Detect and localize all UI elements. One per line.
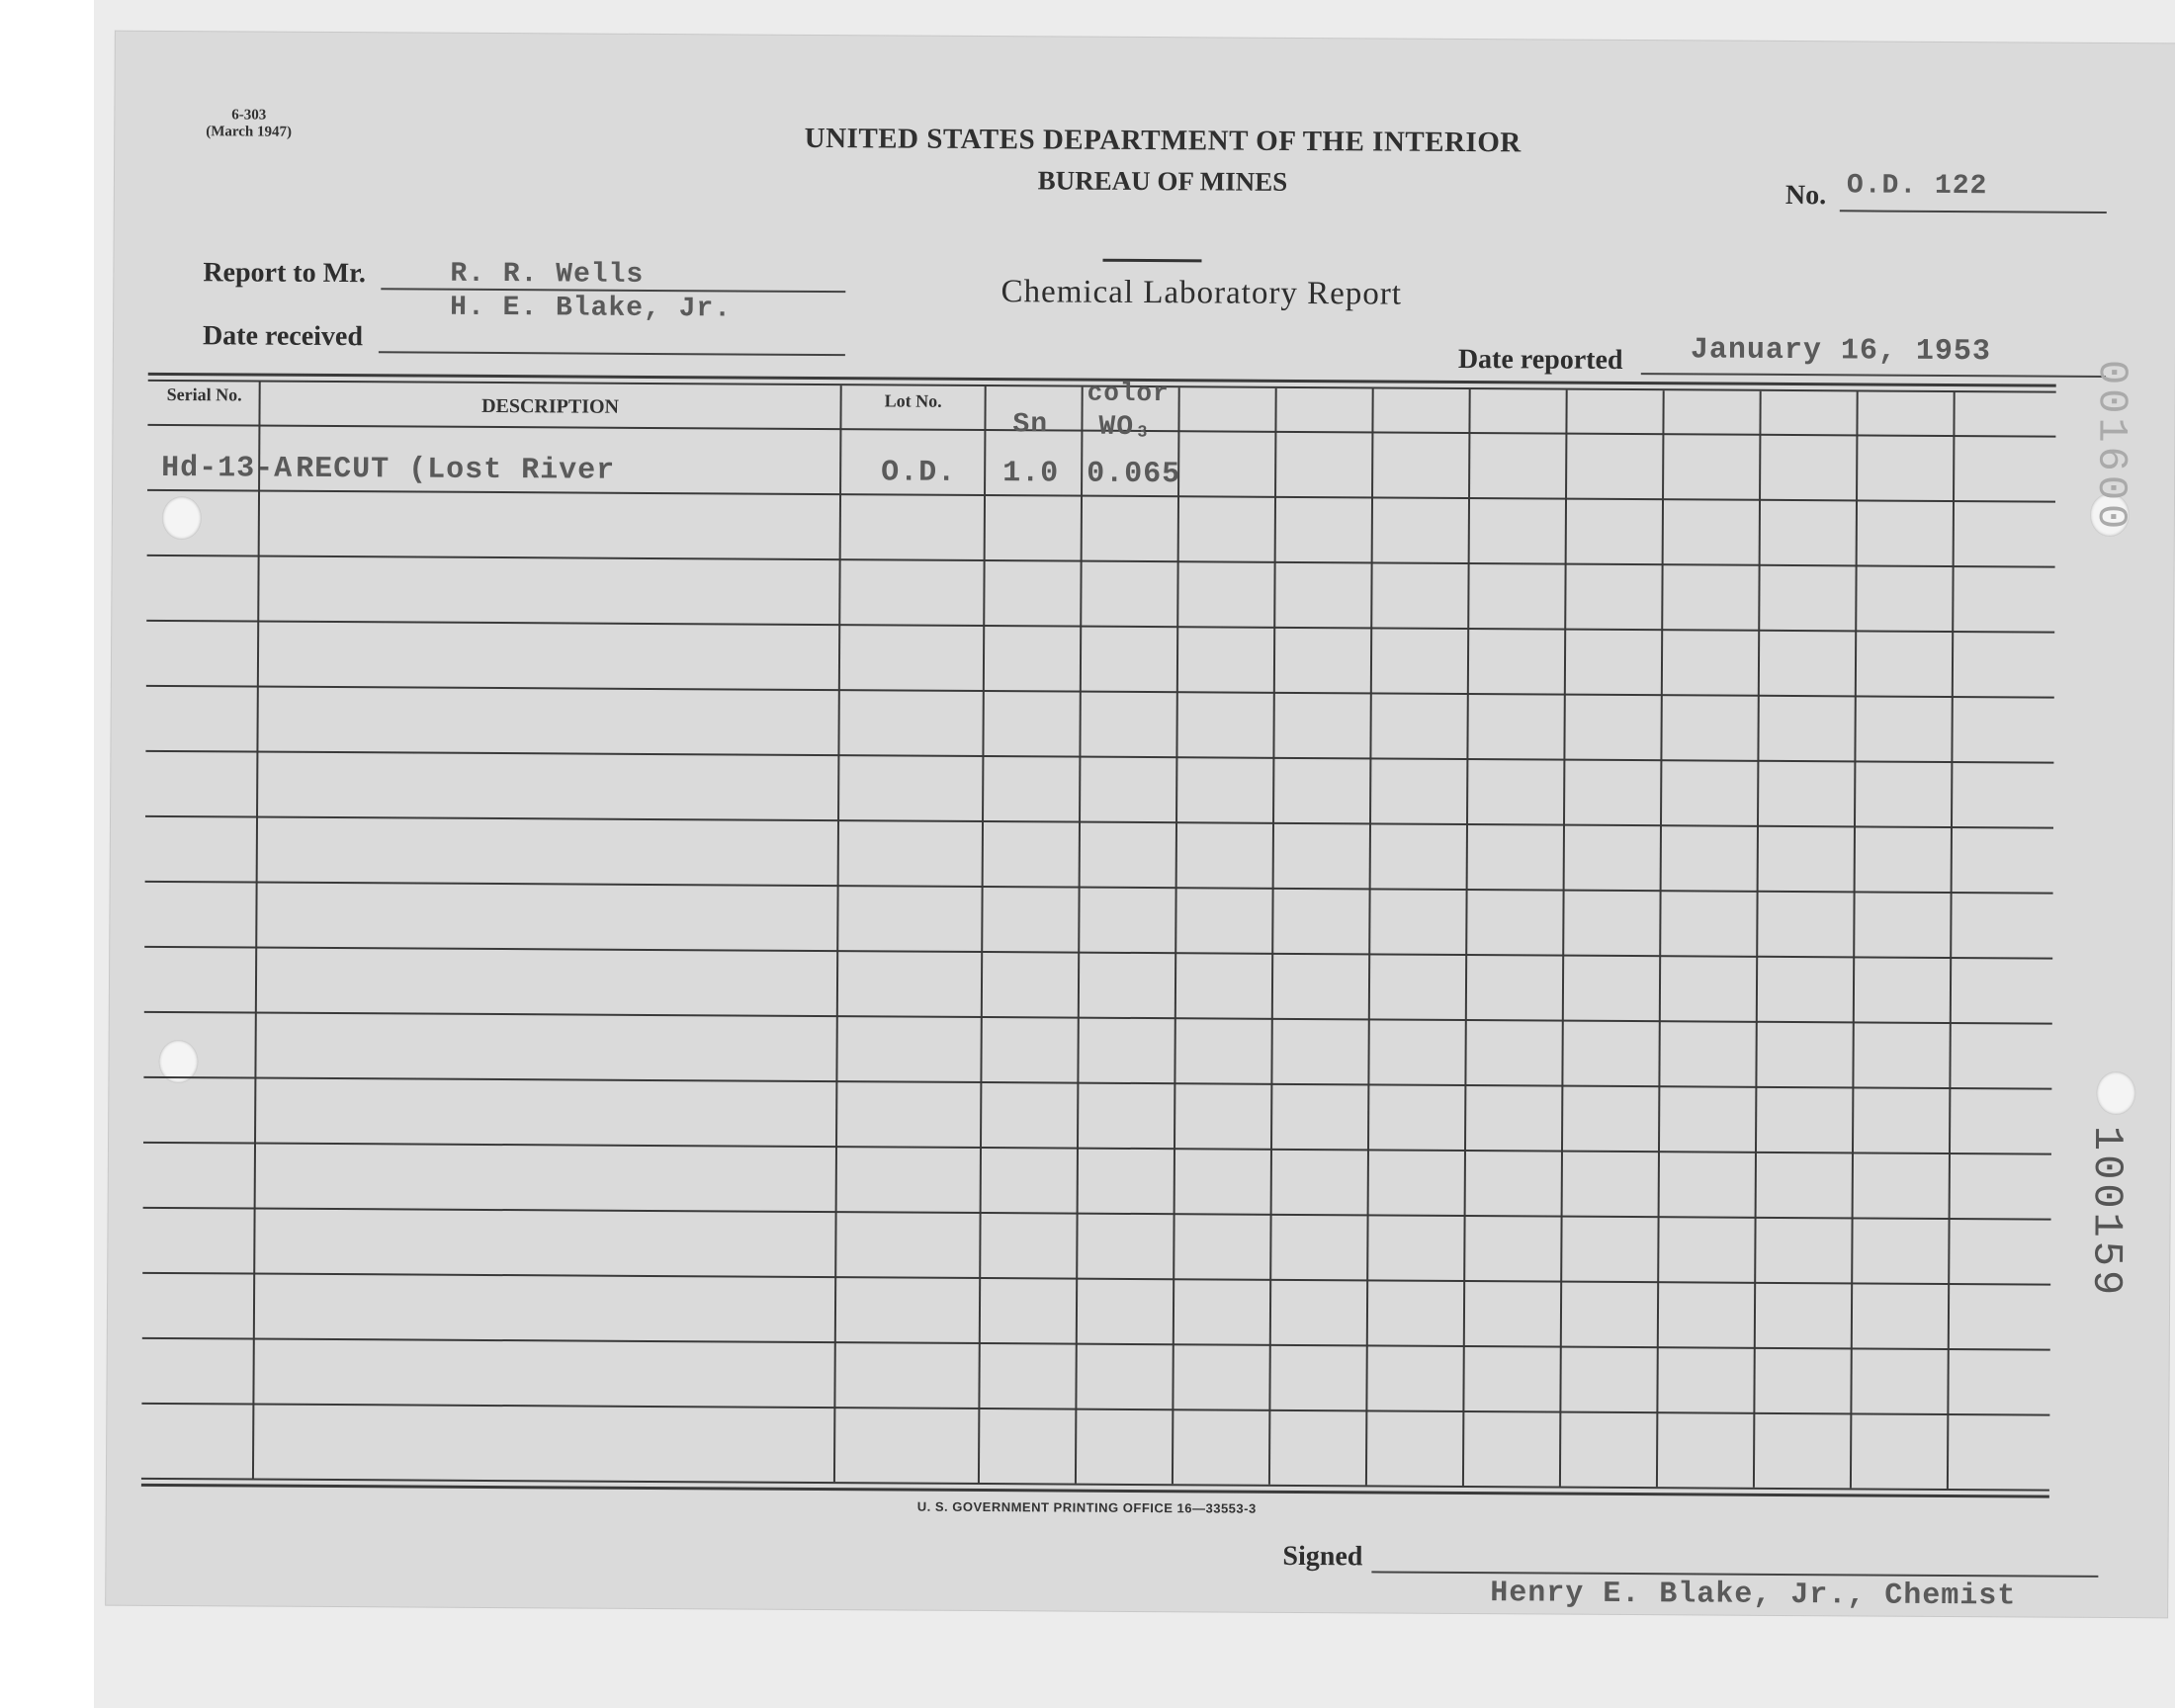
signed-value: Henry E. Blake, Jr., Chemist	[1490, 1577, 2017, 1614]
row-rule	[144, 1011, 2052, 1024]
column-rule	[1365, 388, 1373, 1485]
row-serial: Hd-13-A	[161, 451, 294, 486]
form-date: (March 1947)	[206, 124, 293, 140]
no-label: No.	[1784, 179, 1827, 212]
sn-header: Sn	[1012, 409, 1049, 441]
column-rule	[1559, 390, 1567, 1487]
row-wo3: 0.065	[1087, 457, 1181, 492]
margin-stamp-number: 001600	[2086, 359, 2135, 534]
row-lot: O.D.	[881, 456, 957, 490]
row-rule	[144, 946, 2052, 959]
column-rule	[1268, 388, 1276, 1485]
form-number: 6-303	[231, 107, 267, 124]
punch-hole	[2096, 1071, 2135, 1115]
row-rule	[142, 1337, 2050, 1350]
color-header: color	[1087, 378, 1170, 409]
report-title: Chemical Laboratory Report	[1000, 274, 1403, 312]
printing-office-imprint: U. S. GOVERNMENT PRINTING OFFICE 16—33553-3	[916, 1498, 1257, 1516]
description-header: DESCRIPTION	[481, 394, 620, 418]
department-heading: UNITED STATES DEPARTMENT OF THE INTERIOR	[804, 122, 1522, 159]
bureau-heading: BUREAU OF MINES	[1037, 165, 1288, 197]
column-rule	[1075, 387, 1083, 1484]
no-value: O.D. 122	[1846, 170, 1988, 203]
serial-no-header: Serial No.	[166, 384, 242, 405]
row-rule	[147, 555, 2055, 567]
lot-no-header: Lot No.	[884, 390, 942, 411]
results-table	[141, 373, 2056, 1501]
column-rule	[978, 386, 986, 1483]
row-sn: 1.0	[1002, 457, 1060, 491]
wo3-header: WO₃	[1098, 411, 1152, 444]
signed-line	[1371, 1571, 2098, 1577]
date-reported-line	[1641, 373, 2106, 378]
column-rule	[1947, 392, 1955, 1489]
no-line	[1840, 210, 2107, 214]
column-rule	[1753, 391, 1761, 1488]
column-rule	[1850, 391, 1858, 1488]
column-rule	[252, 383, 261, 1479]
row-rule	[145, 815, 2053, 828]
margin-stamp-number: 100159	[2082, 1125, 2132, 1300]
report-to-label: Report to Mr.	[203, 257, 367, 290]
scanner-background	[0, 0, 94, 1708]
report-to-name-1: R. R. Wells	[450, 258, 645, 291]
date-reported-value: January 16, 1953	[1690, 333, 1992, 370]
row-rule	[143, 1076, 2051, 1089]
form-identifier	[206, 107, 292, 141]
row-rule	[145, 881, 2053, 894]
report-form	[106, 32, 2175, 1618]
row-rule	[141, 1403, 2049, 1415]
row-rule	[147, 489, 2055, 502]
table-bottom-rule	[141, 1484, 2049, 1498]
row-rule	[143, 1207, 2051, 1220]
row-description: RECUT (Lost River	[296, 452, 616, 488]
row-rule	[145, 750, 2053, 763]
row-rule	[143, 1142, 2051, 1154]
row-rule	[142, 1272, 2050, 1285]
date-received-label: Date received	[202, 320, 364, 353]
date-reported-label: Date reported	[1457, 343, 1623, 376]
column-rule	[833, 385, 842, 1482]
column-rule	[1172, 387, 1179, 1484]
column-rule	[1656, 390, 1664, 1487]
title-rule	[1102, 259, 1201, 263]
date-received-line	[379, 351, 845, 356]
report-to-name-2: H. E. Blake, Jr.	[450, 292, 733, 325]
row-rule	[146, 685, 2054, 698]
row-rule	[146, 620, 2054, 633]
column-rule	[1462, 389, 1470, 1486]
signed-label: Signed	[1282, 1540, 1363, 1573]
